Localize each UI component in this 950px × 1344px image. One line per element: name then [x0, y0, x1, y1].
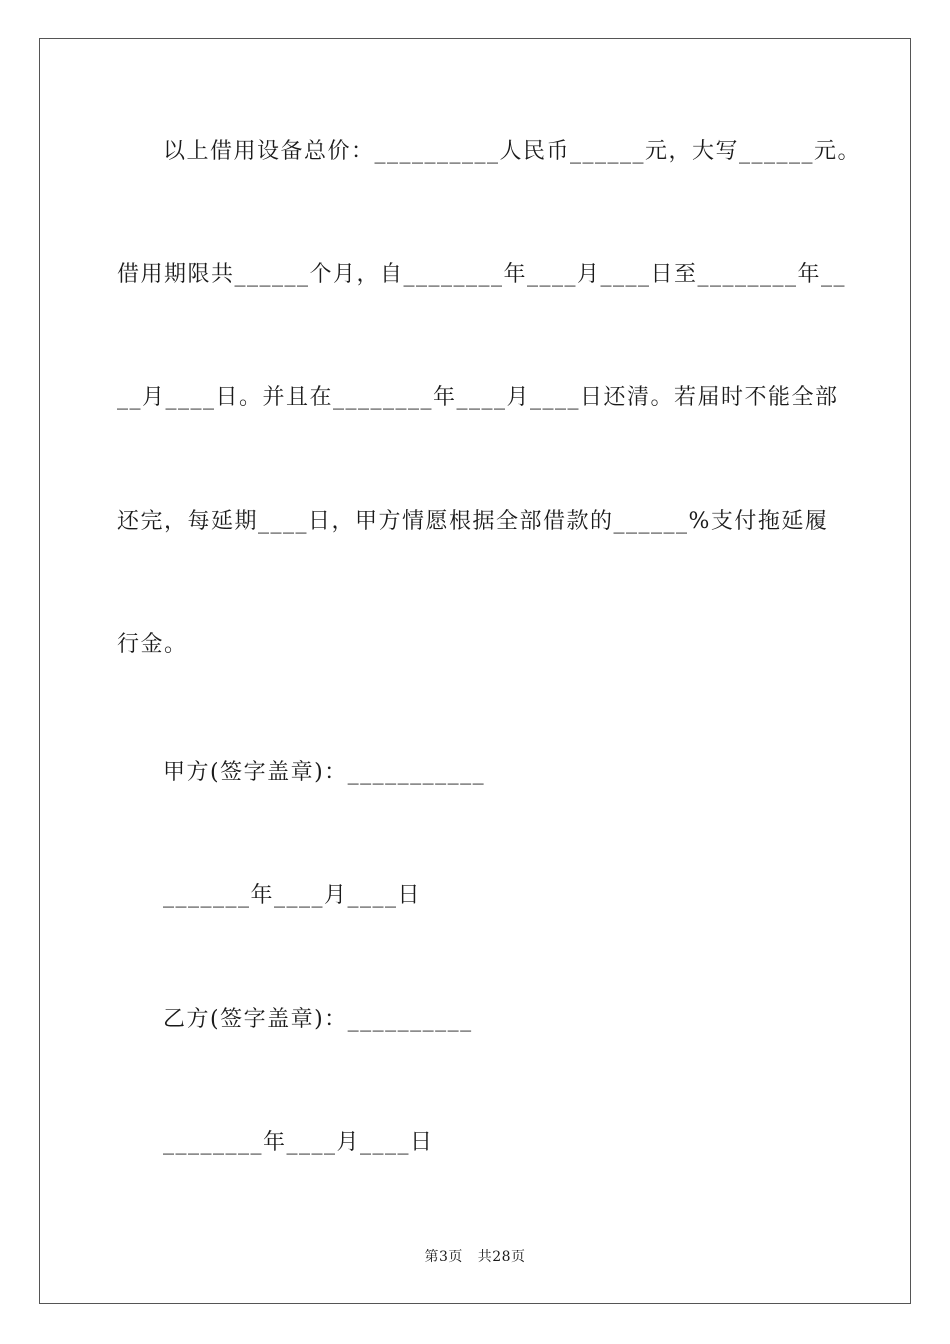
party-b-signature-line: 乙方(签字盖章)：__________	[163, 1007, 473, 1032]
penalty-line-end: 行金。	[117, 632, 188, 657]
total-price-line: 以上借用设备总价：__________人民币______元，大写______元。	[163, 139, 862, 164]
repayment-date-line: __月____日。并且在________年____月____日还清。若届时不能全部	[117, 385, 839, 410]
party-b-date-line: ________年____月____日	[163, 1130, 434, 1155]
party-a-signature-line: 甲方(签字盖章)：___________	[163, 760, 486, 785]
penalty-line: 还完，每延期____日，甲方情愿根据全部借款的______%支付拖延履	[117, 509, 829, 534]
party-a-date-line: _______年____月____日	[163, 883, 422, 908]
page-frame	[39, 38, 911, 1304]
page-number-footer: 第3页 共28页	[424, 1249, 526, 1265]
loan-period-line: 借用期限共______个月，自________年____月____日至________年__	[117, 262, 847, 287]
